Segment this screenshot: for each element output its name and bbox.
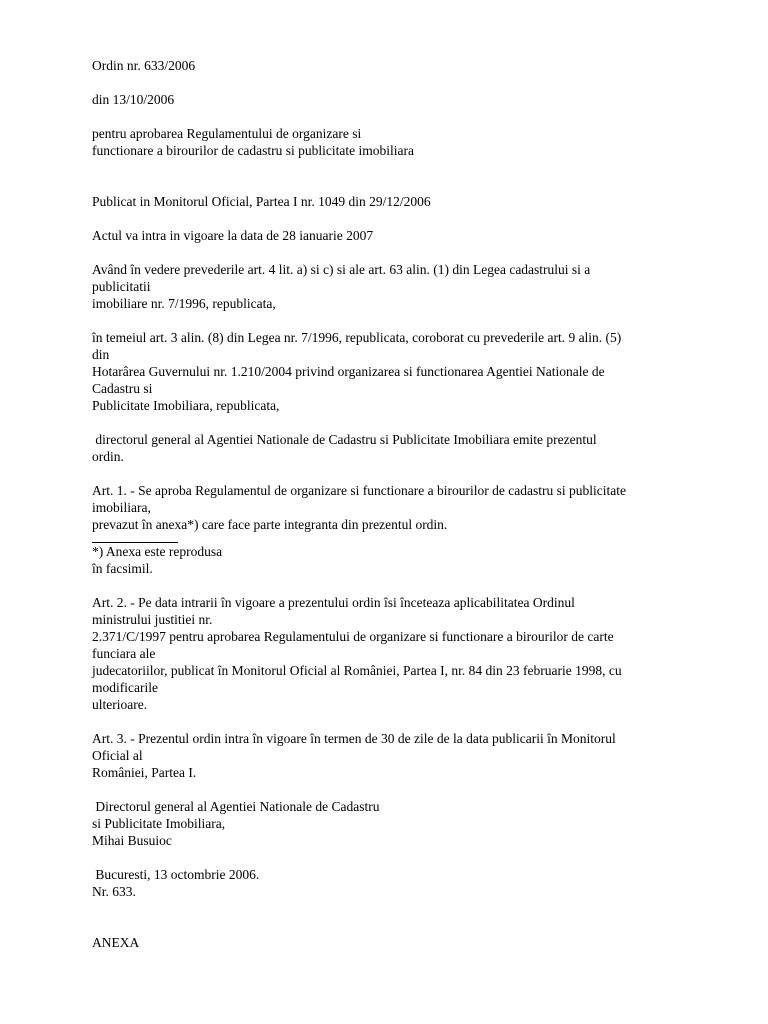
signature-line: Directorul general al Agentiei Nationale de Cadastru [92, 799, 380, 814]
document-page [92, 57, 722, 951]
signature-block [92, 798, 722, 849]
article-1 [92, 482, 722, 533]
paragraph-line: ordin. [92, 449, 124, 464]
paragraph-line: Art. 3. - Prezentul ordin intra în vigoare în termen de 30 de zile de la data publicarii în Monitorul [92, 731, 616, 746]
paragraph-line: imobiliara, [92, 500, 151, 515]
paragraph-line: ulterioare. [92, 697, 148, 712]
signatory-name: Mihai Busuioc [92, 833, 172, 848]
paragraph-line: imobiliare nr. 7/1996, republicata, [92, 296, 276, 311]
annex-heading: ANEXA [92, 935, 140, 950]
paragraph-line: României, Partea I. [92, 765, 197, 780]
preamble-paragraph-1 [92, 261, 722, 312]
in-force-note: Actul va intra in vigoare la data de 28 ianuarie 2007 [92, 228, 374, 243]
footnote [92, 543, 722, 577]
publication-note: Publicat in Monitorul Oficial, Partea I nr. 1049 din 29/12/2006 [92, 194, 431, 209]
paragraph-line: 2.371/C/1997 pentru aprobarea Regulamentului de organizare si functionare a birourilor de carte [92, 629, 614, 644]
order-number: Ordin nr. 633/2006 [92, 58, 196, 73]
footnote-line: *) Anexa este reprodusa [92, 544, 223, 559]
footnote-line: în facsimil. [92, 561, 153, 576]
article-3 [92, 730, 722, 781]
order-reference: Nr. 633. [92, 884, 136, 899]
paragraph-line: Art. 2. - Pe data intrarii în vigoare a prezentului ordin îsi înceteaza aplicabilitatea Ordinul [92, 595, 575, 610]
issuer-paragraph [92, 431, 722, 465]
paragraph-line: funciara ale [92, 646, 156, 661]
paragraph-line: directorul general al Agentiei Nationale de Cadastru si Publicitate Imobiliara emite prezentul [92, 432, 597, 447]
paragraph-line: modificarile [92, 680, 158, 695]
subject-line: functionare a birourilor de cadastru si publicitate imobiliara [92, 143, 415, 158]
article-2 [92, 594, 722, 713]
signature-line: si Publicitate Imobiliara, [92, 816, 226, 831]
order-date: din 13/10/2006 [92, 92, 175, 107]
paragraph-line: Oficial al [92, 748, 143, 763]
paragraph-line: Publicitate Imobiliara, republicata, [92, 398, 280, 413]
paragraph-line: Art. 1. - Se aproba Regulamentul de organizare si functionare a birourilor de cadastru si publicitate [92, 483, 626, 498]
paragraph-line: judecatoriilor, publicat în Monitorul Oficial al României, Partea I, nr. 84 din 23 februarie 1998, cu [92, 663, 622, 678]
order-subject [92, 125, 722, 159]
paragraph-line: prevazut în anexa*) care face parte integranta din prezentul ordin. [92, 517, 448, 532]
subject-line: pentru aprobarea Regulamentului de organizare si [92, 126, 362, 141]
paragraph-line: Hotarârea Guvernului nr. 1.210/2004 privind organizarea si functionarea Agentiei Nationale de [92, 364, 605, 379]
paragraph-line: ministrului justitiei nr. [92, 612, 213, 627]
place-date-line: Bucuresti, 13 octombrie 2006. [92, 867, 260, 882]
paragraph-line: publicitatii [92, 279, 151, 294]
place-date-block [92, 866, 722, 900]
footnote-divider [92, 533, 178, 543]
paragraph-line: Cadastru si [92, 381, 153, 396]
paragraph-line: din [92, 347, 110, 362]
paragraph-line: în temeiul art. 3 alin. (8) din Legea nr. 7/1996, republicata, coroborat cu prevederile art. 9 alin. (5) [92, 330, 622, 345]
paragraph-line: Având în vedere prevederile art. 4 lit. a) si c) si ale art. 63 alin. (1) din Legea cadastrului si a [92, 262, 591, 277]
preamble-paragraph-2 [92, 329, 722, 414]
